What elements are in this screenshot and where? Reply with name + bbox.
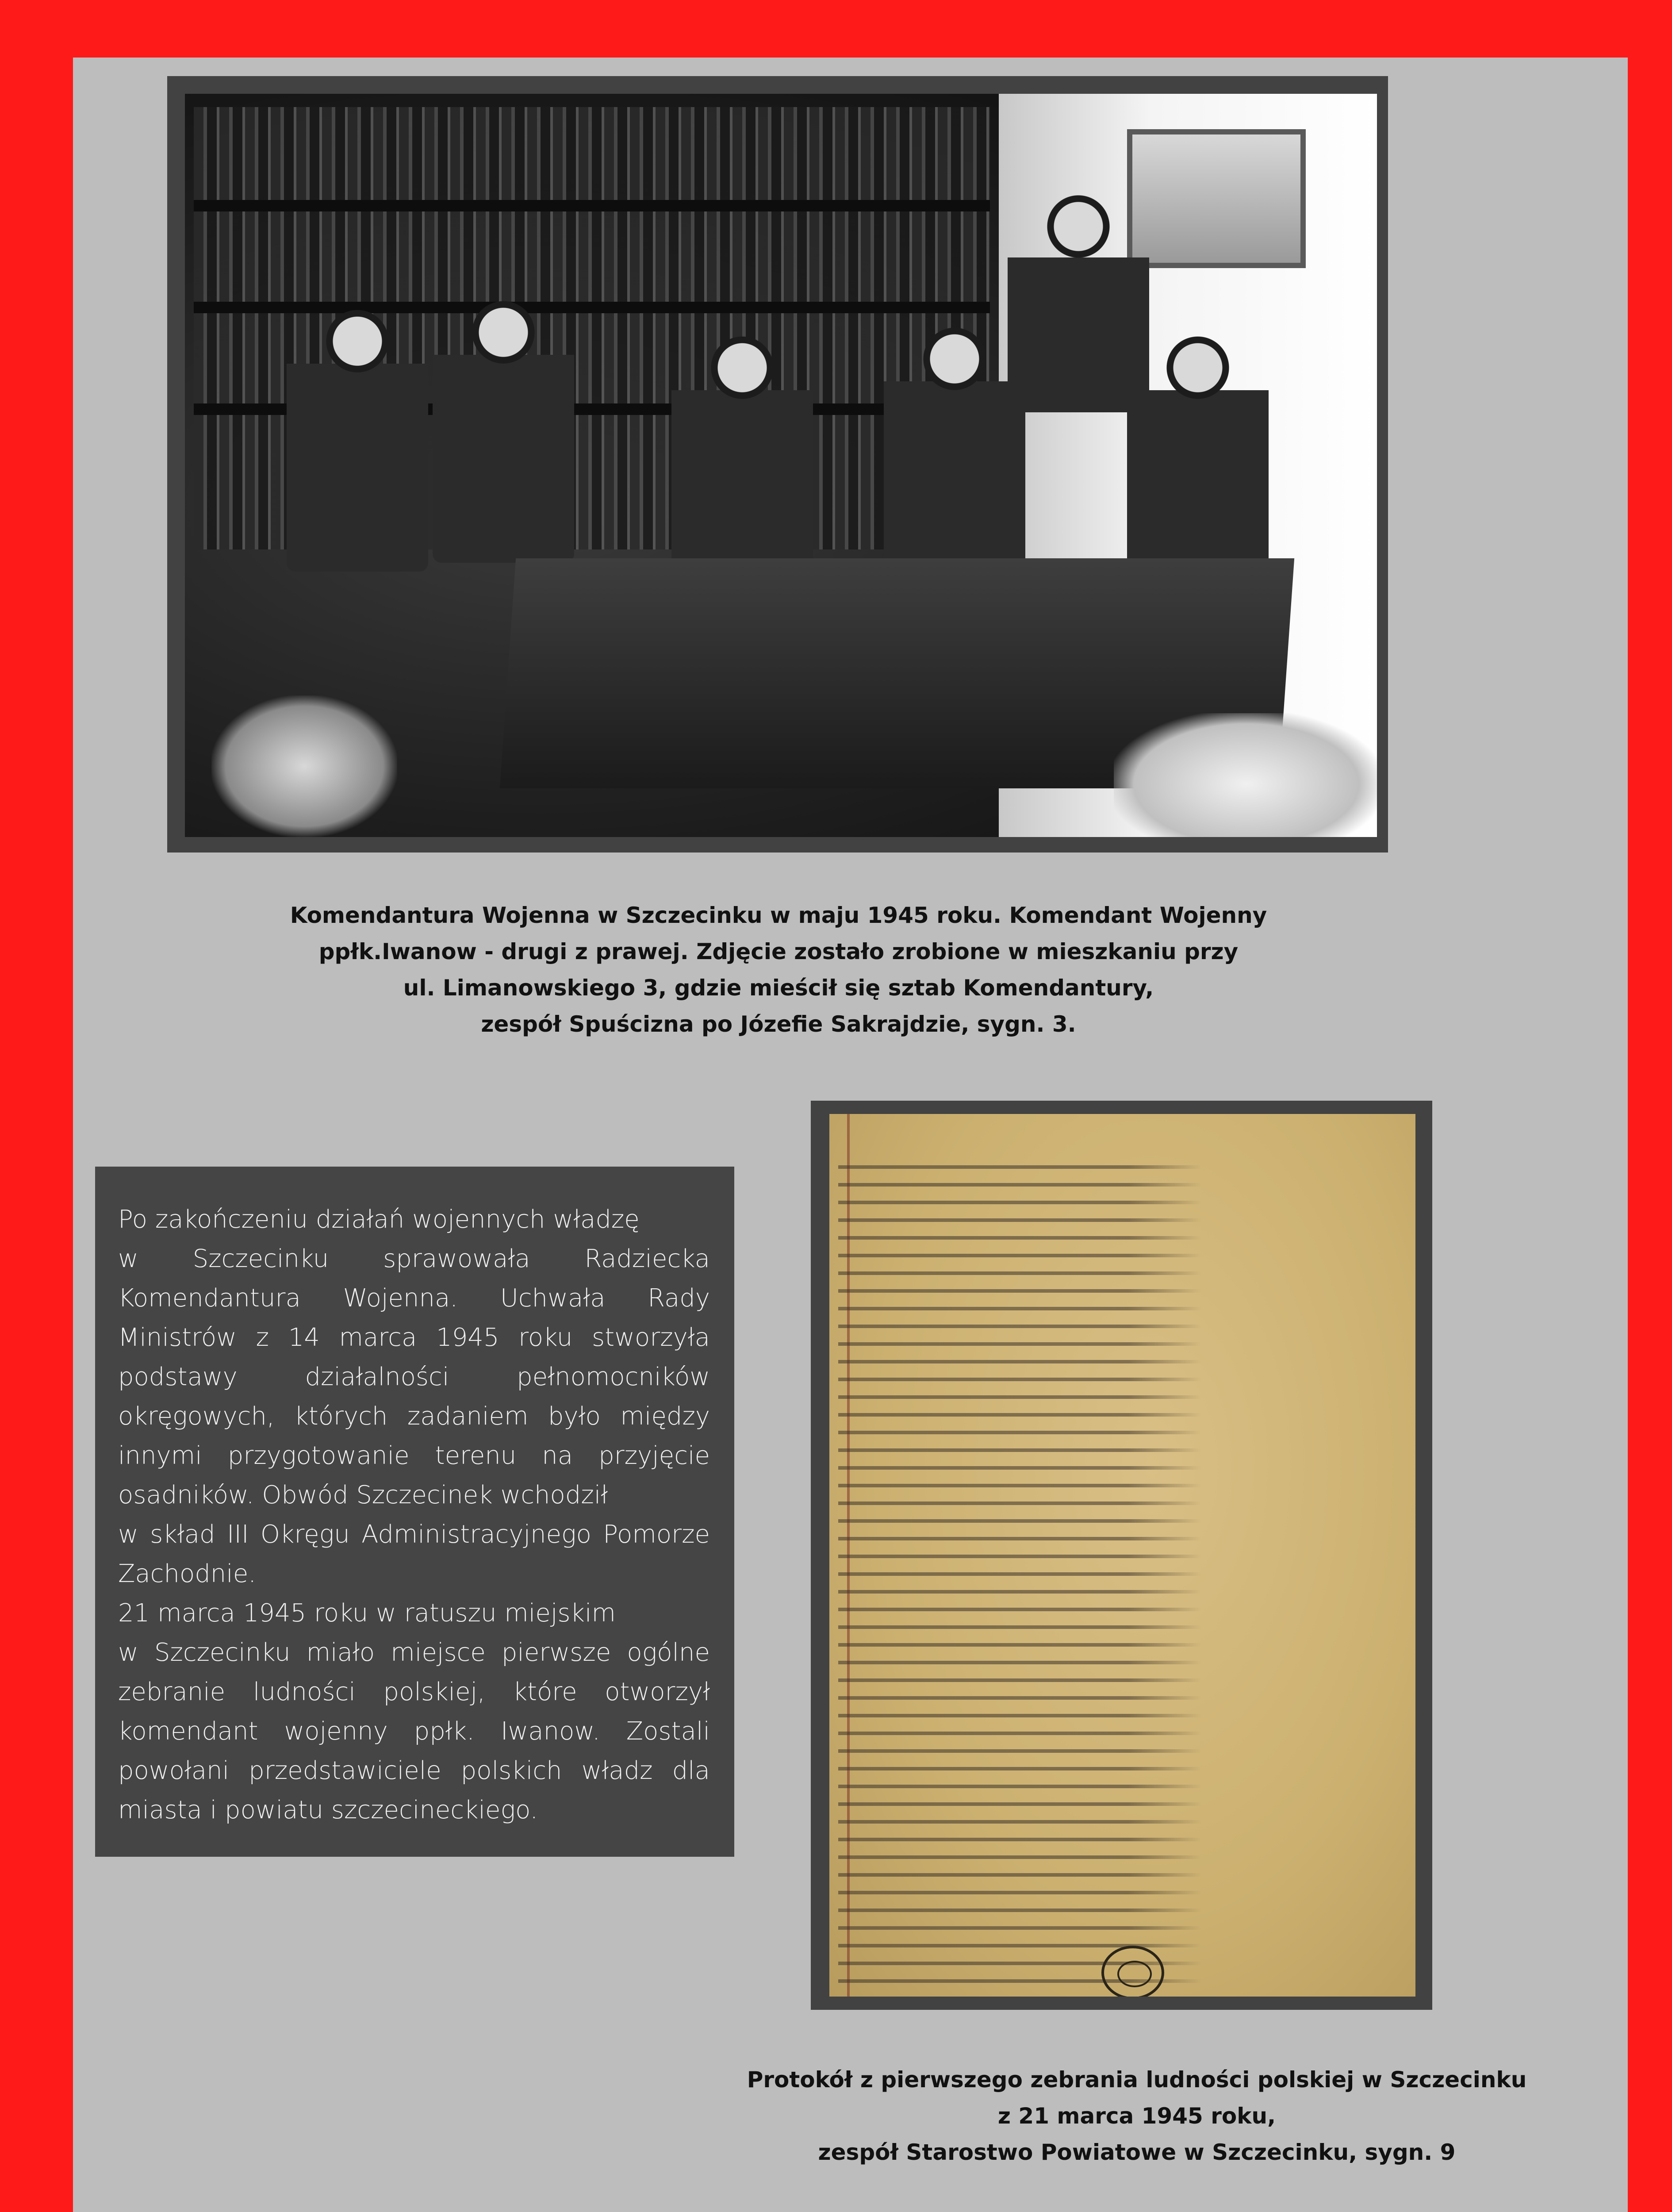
officer — [884, 315, 1025, 589]
typed-text-lines — [838, 1154, 1201, 1994]
officer — [671, 324, 813, 598]
body-text-paragraph: w Szczecinku sprawowała Radziecka Komendantura Wojenna. Uchwała Rady Ministrów z 14 marca 1945 roku stworzyła podstawy działalności pełnomocników okręgowych, których zadaniem było między innymi przygotowanie terenu na przyjęcie osadników. Obwód Szczecinek wchodził — [118, 1244, 710, 1509]
wall-picture — [1127, 129, 1306, 268]
body-text-paragraph: w Szczecinku miało miejsce pierwsze ogólne zebranie ludności polskiej, które otworzył komendant wojenny ppłk. Iwanow. Zostali powołani przedstawiciele polskich władz dla miasta i powiatu szczecineckiego. — [118, 1638, 710, 1824]
body-text-paragraph: w skład III Okręgu Administracyjnego Pomorze Zachodnie. — [118, 1520, 710, 1588]
protocol-document-frame — [811, 1101, 1432, 2010]
officer — [287, 297, 428, 572]
archive-stamp-icon — [1101, 1946, 1164, 1997]
historical-photo-frame — [167, 76, 1388, 853]
historical-photo — [185, 94, 1377, 837]
protocol-document-scan — [829, 1114, 1415, 1997]
document-caption: Protokół z pierwszego zebrania ludności polskiej w Szczecinku z 21 marca 1945 roku, zespół Starostwo Powiatowe w Szczecinku, sygn. 9 — [747, 2067, 1527, 2165]
officer — [433, 288, 574, 563]
officer — [1127, 324, 1269, 598]
body-text-line: Po zakończeniu działań wojennych władzę — [118, 1205, 640, 1234]
photo-caption: Komendantura Wojenna w Szczecinku w maju 1945 roku. Komendant Wojenny ppłk.Iwanow - drugi z prawej. Zdjęcie zostało zrobione w mieszkaniu przy ul. Limanowskiego 3, gdzie mieścił się sztab Komendantury, zespół Spuścizna po Józefie Sakrajdzie, sygn. 3. — [290, 902, 1267, 1037]
history-text-box — [95, 1167, 734, 1857]
body-text-line: 21 marca 1945 roku w ratuszu miejskim — [118, 1599, 616, 1628]
